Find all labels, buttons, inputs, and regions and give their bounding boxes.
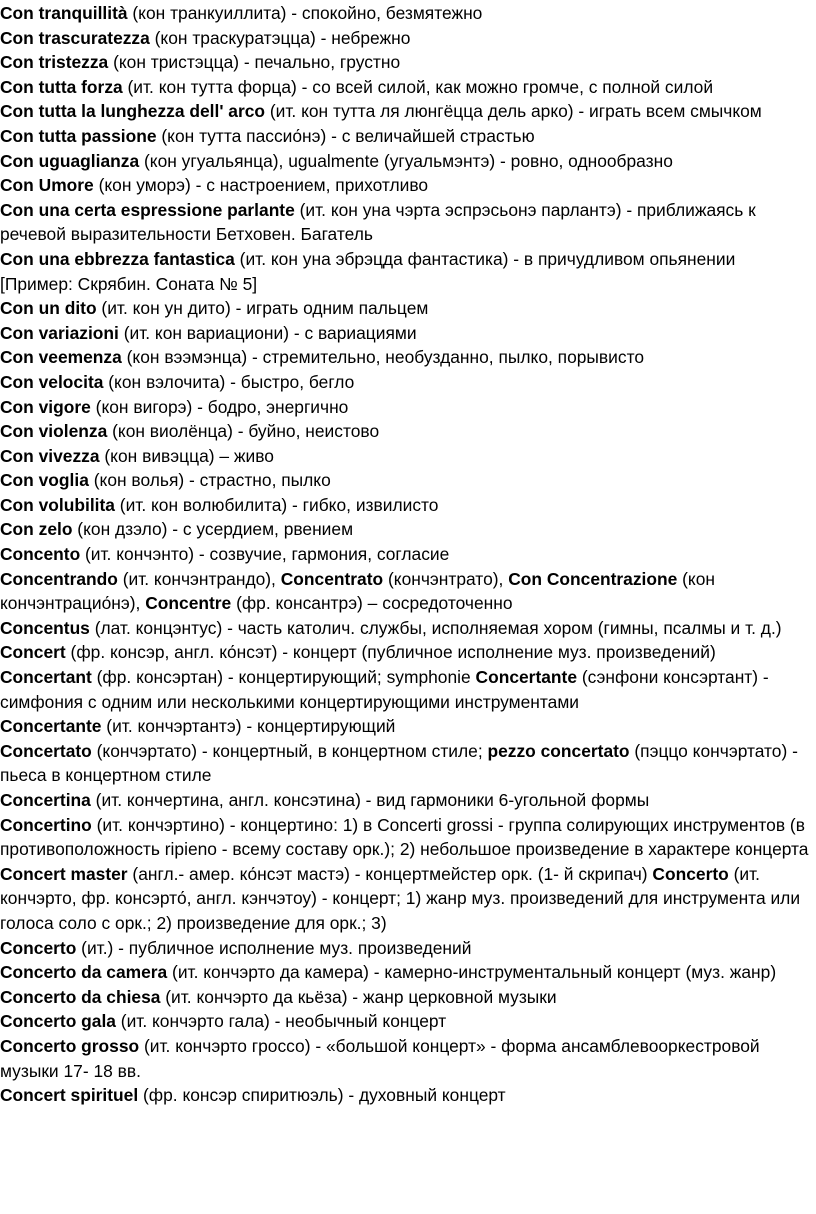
dictionary-entry xyxy=(0,714,812,739)
entry-definition: (кон вигорэ) - бодро, энергично xyxy=(90,396,349,417)
entry-definition: (кон транкуиллита) - спокойно, безмятежно xyxy=(127,3,483,23)
entry-term: Concertant xyxy=(0,667,92,688)
entry-definition: (ит. кон тутта форца) - со всей силой, как можно громче, с полной силой xyxy=(122,76,714,97)
entry-definition: (ит. кончэртантэ) - концертирующий xyxy=(101,716,396,737)
entry-term: Con volubilita xyxy=(0,494,115,515)
entry-term: Con tutta la lunghezza dell' arco xyxy=(0,101,266,122)
dictionary-entry xyxy=(0,468,812,493)
entry-term: Con una certa espressione parlante xyxy=(0,199,295,220)
dictionary-entry xyxy=(0,370,812,395)
entry-term: Concerto gala xyxy=(0,1011,116,1032)
entry-definition: (ит. кон ун дито) - играть одним пальцем xyxy=(96,298,429,319)
entry-definition: (сэнфони консэртант) - симфония с одним или несколькими концертирующими инструментами xyxy=(0,667,769,712)
entry-term: Con vigore xyxy=(0,396,91,417)
dictionary-entry xyxy=(0,640,812,665)
entry-term: Con Concentrazione xyxy=(508,568,678,589)
dictionary-entry xyxy=(0,517,812,542)
entry-definition: (фр. консэр, англ. ко́нсэт) - концерт (публичное исполнение муз. произведений) xyxy=(65,642,716,663)
entry-definition: (ит. кончэртино) - концертино: 1) в Concerti grossi - группа солирующих инструментов (в противоположность ripieno - всему составу орк.); 2) небольшое произведение в характере концерта xyxy=(0,814,809,860)
dictionary-entry xyxy=(0,493,812,518)
dictionary-entry xyxy=(0,26,812,51)
entry-definition: (кон волья) - страстно, пылко xyxy=(88,470,331,491)
dictionary-entry xyxy=(0,788,812,813)
dictionary-entry xyxy=(0,665,812,714)
dictionary-entry xyxy=(0,419,812,444)
dictionary-entry xyxy=(0,813,812,862)
entry-definition: (ит. кончэрто гроссо) - «большой концерт» - форма ансамблевооркестровой музыки 17- 18 вв. xyxy=(0,1035,760,1081)
entry-definition: (кончэнтрато), xyxy=(383,568,509,589)
dictionary-entry xyxy=(0,1034,812,1083)
entry-term: Con veemenza xyxy=(0,347,122,368)
entry-term: Con velocita xyxy=(0,371,104,392)
entry-definition: (кончэртато) - концертный, в концертном стиле; xyxy=(91,740,488,761)
entry-term: Con una ebbrezza fantastica xyxy=(0,248,235,269)
dictionary-entry xyxy=(0,149,812,174)
dictionary-entry xyxy=(0,124,812,149)
entry-definition: (ит. кончэрто да кьёза) - жанр церковной музыки xyxy=(160,986,557,1007)
entry-term: Concertino xyxy=(0,814,92,835)
entry-definition: (ит. кончэнтрандо), xyxy=(117,568,281,589)
entry-definition: (кон тутта пассио́нэ) - с величайшей страстью xyxy=(156,125,535,146)
entry-definition: (ит. кон волюбилита) - гибко, извилисто xyxy=(114,494,439,515)
entry-definition: (кон тристэцца) - печально, грустно xyxy=(108,52,401,73)
entry-definition: (фр. консантрэ) – сосредоточенно xyxy=(231,593,513,614)
dictionary-entry xyxy=(0,345,812,370)
entry-definition: (ит. кончэрто да камера) - камерно-инструментальный концерт (муз. жанр) xyxy=(167,962,777,983)
entry-definition: (кон вэлочита) - быстро, бегло xyxy=(103,371,355,392)
entry-term: Con vivezza xyxy=(0,445,100,466)
entry-term: Concentre xyxy=(145,593,232,614)
dictionary-entry xyxy=(0,616,812,641)
entry-term: Concentrato xyxy=(280,568,384,589)
entry-definition: (ит. кончертина, англ. консэтина) - вид гармоники 6-угольной формы xyxy=(90,790,650,810)
entry-term: Concerto xyxy=(652,863,729,884)
entry-definition: (кон вээмэнца) - стремительно, необузданно, пылко, порывисто xyxy=(121,347,645,368)
dictionary-entry xyxy=(0,99,812,124)
dictionary-entry xyxy=(0,936,812,961)
entry-definition: (ит. кон тутта ля люнгёцца дель арко) - играть всем смычком xyxy=(265,101,762,122)
entry-term: Concerto grosso xyxy=(0,1035,140,1056)
entry-term: Con variazioni xyxy=(0,322,119,343)
entry-definition: (кон вивэцца) – живо xyxy=(99,445,274,466)
entry-term: Concert xyxy=(0,642,66,663)
entry-term: pezzo concertato xyxy=(487,740,630,761)
entry-definition: (ит. кончэнто) - созвучие, гармония, согласие xyxy=(80,544,450,565)
entry-definition: (англ.- амер. ко́нсэт мастэ) - концертмейстер орк. (1- й скрипач) xyxy=(127,863,653,884)
dictionary-entry xyxy=(0,321,812,346)
entry-term: Concertante xyxy=(475,667,577,688)
entry-definition: (ит. кончэрто гала) - необычный концерт xyxy=(115,1011,447,1032)
entry-term: Con zelo xyxy=(0,519,73,540)
dictionary-entry xyxy=(0,1009,812,1034)
entry-term: Con tutta passione xyxy=(0,125,157,146)
entry-term: Con voglia xyxy=(0,470,89,491)
entry-term: Con un dito xyxy=(0,298,97,319)
entry-term: Concentus xyxy=(0,617,90,638)
entry-term: Concertante xyxy=(0,716,102,737)
entry-term: Con violenza xyxy=(0,421,108,442)
entry-definition: (ит.) - публичное исполнение муз. произведений xyxy=(76,937,472,958)
entry-term: Concertina xyxy=(0,790,91,810)
entry-definition: (ит. кончэрто, фр. консэрто́, англ. кэнчэтоу) - концерт; 1) жанр муз. произведений для инструмента или голоса соло с орк.; 2) произведение для орк.; 3) xyxy=(0,863,801,933)
entry-definition: (кон угуальянца), ugualmente (угуальмэнтэ) - ровно, однообразно xyxy=(139,150,673,171)
dictionary-entry xyxy=(0,444,812,469)
dictionary-entry xyxy=(0,1083,812,1108)
dictionary-entry xyxy=(0,960,812,985)
dictionary-entry xyxy=(0,739,812,788)
dictionary-entry xyxy=(0,542,812,567)
entry-term: Con trascuratezza xyxy=(0,27,150,48)
entry-term: Concertato xyxy=(0,740,92,761)
dictionary-entry xyxy=(0,173,812,198)
entry-definition: (ит. кон уна чэрта эспрэсьонэ парлантэ) - приближаясь к речевой выразительности Бетховен. Багатель xyxy=(0,199,756,245)
entry-definition: (кон кончэнтрацио́нэ), xyxy=(0,568,716,614)
entry-term: Concento xyxy=(0,544,81,565)
entry-definition: (фр. консэртан) - концертирующий; symphonie xyxy=(91,667,476,688)
entry-definition: (кон виолёнца) - буйно, неистово xyxy=(107,421,380,442)
entry-term: Concentrando xyxy=(0,568,118,589)
entry-definition: (кон дзэло) - с усердием, рвением xyxy=(72,519,354,540)
entry-definition: (кон траскуратэцца) - небрежно xyxy=(149,27,411,48)
entry-definition: (лат. концэнтус) - часть католич. службы, исполняемая хором (гимны, псалмы и т. д.) xyxy=(89,617,782,638)
entry-term: Concert spirituel xyxy=(0,1085,139,1106)
entry-term: Con Umore xyxy=(0,175,94,196)
dictionary-entry xyxy=(0,296,812,321)
entry-term: Concerto da camera xyxy=(0,962,168,983)
entry-term: Con tranquillità xyxy=(0,3,128,23)
dictionary-entry xyxy=(0,567,812,616)
entry-term: Concert master xyxy=(0,863,128,884)
entry-term: Concerto da chiesa xyxy=(0,986,161,1007)
dictionary-entry xyxy=(0,1,812,26)
entry-definition: (ит. кон уна эбрэцда фантастика) - в причудливом опьянении [Пример: Скрябин. Соната № 5] xyxy=(0,248,736,294)
dictionary-entry xyxy=(0,985,812,1010)
entry-definition: (фр. консэр спиритюэль) - духовный концерт xyxy=(138,1085,506,1106)
dictionary-entry xyxy=(0,395,812,420)
entry-definition: (пэццо кончэртато) - пьеса в концертном стиле xyxy=(0,740,798,786)
dictionary-entry xyxy=(0,75,812,100)
dictionary-entry xyxy=(0,50,812,75)
entry-term: Con uguaglianza xyxy=(0,150,140,171)
dictionary-entry xyxy=(0,862,812,936)
entry-definition: (ит. кон вариациони) - с вариациями xyxy=(118,322,417,343)
dictionary-entry xyxy=(0,198,812,247)
entry-term: Con tristezza xyxy=(0,52,109,73)
entry-term: Concerto xyxy=(0,937,77,958)
entry-definition: (кон уморэ) - с настроением, прихотливо xyxy=(93,175,429,196)
entry-term: Con tutta forza xyxy=(0,76,123,97)
dictionary-entry xyxy=(0,247,812,296)
